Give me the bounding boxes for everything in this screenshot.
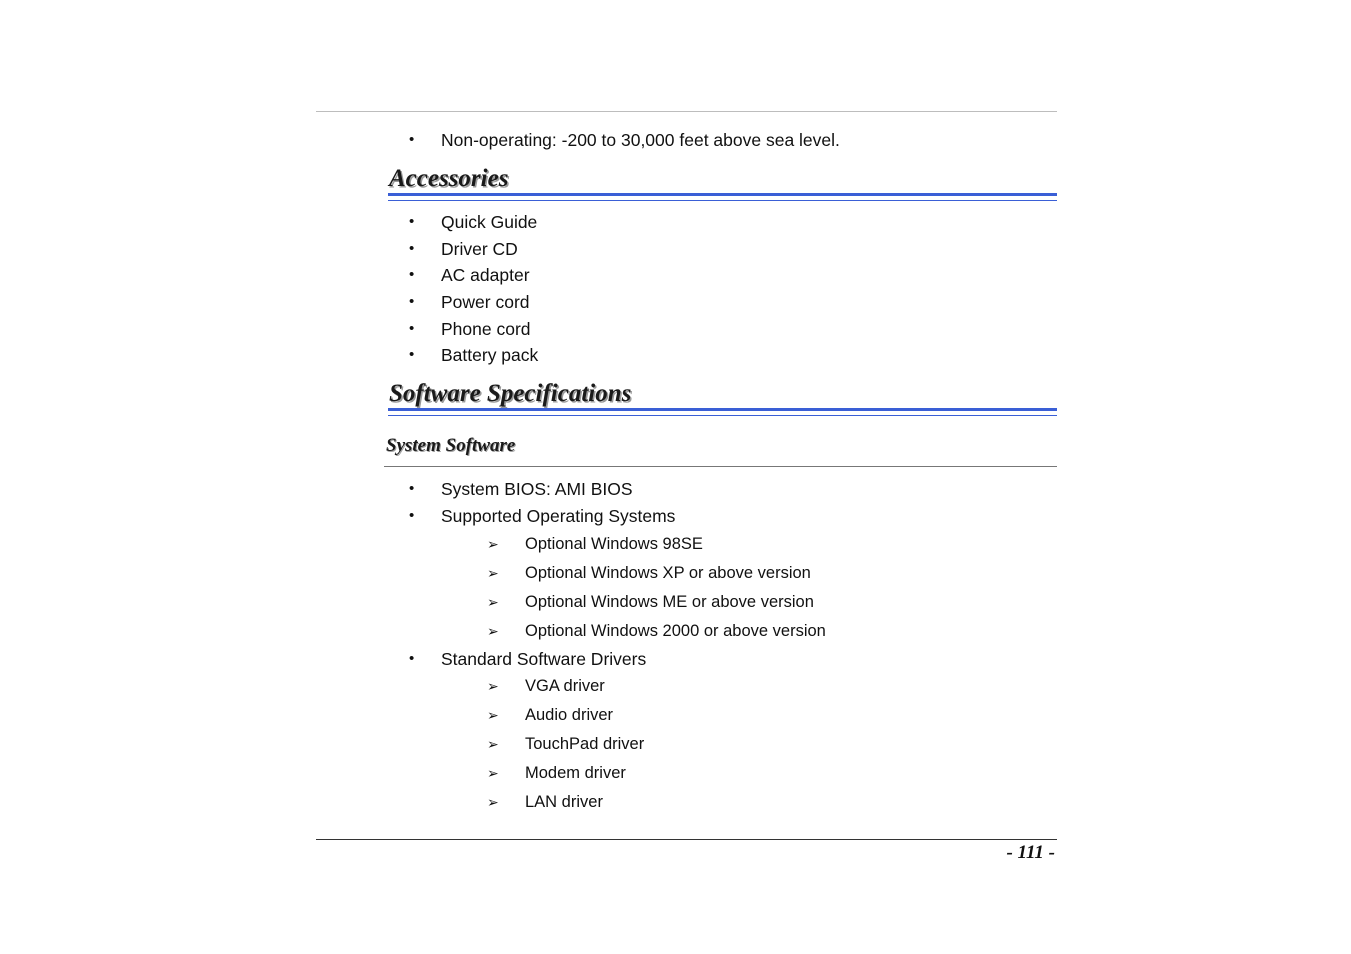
list-item xyxy=(409,319,1049,339)
subsection-heading-rule xyxy=(384,466,1057,467)
list-item-text: Phone cord xyxy=(441,319,531,339)
arrow-bullet-icon: ➢ xyxy=(487,536,499,552)
bullet-icon: • xyxy=(409,240,415,257)
sub-list-item xyxy=(487,705,1047,725)
section-heading-accessories: Accessories xyxy=(389,165,509,192)
list-item-text: Battery pack xyxy=(441,345,539,365)
list-item-text: Non-operating: -200 to 30,000 feet above sea level. xyxy=(441,130,840,150)
list-item-text: Quick Guide xyxy=(441,212,538,232)
sub-list-item xyxy=(487,592,1047,612)
bullet-icon: • xyxy=(409,266,415,283)
arrow-bullet-icon: ➢ xyxy=(487,565,499,581)
header-rule xyxy=(316,111,1057,112)
bullet-icon: • xyxy=(409,507,415,524)
list-item xyxy=(409,649,1049,669)
sub-list-item-text: Optional Windows XP or above version xyxy=(525,564,811,582)
page-number: - 111 - xyxy=(1006,842,1055,863)
list-item-text: Driver CD xyxy=(441,239,518,259)
section-heading-rule xyxy=(388,193,1057,201)
list-item xyxy=(409,239,1049,259)
sub-list-item-text: Optional Windows 2000 or above version xyxy=(525,622,826,640)
sub-list-item xyxy=(487,621,1047,641)
list-item xyxy=(409,212,1049,232)
sub-list-item-text: TouchPad driver xyxy=(525,735,645,753)
sub-list-item-text: Audio driver xyxy=(525,706,614,724)
list-item-text: Standard Software Drivers xyxy=(441,649,647,669)
bullet-icon: • xyxy=(409,320,415,337)
sub-list-item-text: Optional Windows 98SE xyxy=(525,535,703,553)
list-item-text: System BIOS: AMI BIOS xyxy=(441,479,633,499)
sub-list-item-text: LAN driver xyxy=(525,793,603,811)
list-item xyxy=(409,345,1049,365)
section-heading-software-specifications: Software Specifications xyxy=(389,380,632,407)
sub-list-item xyxy=(487,563,1047,583)
bullet-icon: • xyxy=(409,650,415,667)
footer-rule xyxy=(316,839,1057,840)
bullet-icon: • xyxy=(409,346,415,363)
subsection-heading-system-software: System Software xyxy=(386,435,516,456)
list-item xyxy=(409,130,1049,150)
list-item xyxy=(409,292,1049,312)
arrow-bullet-icon: ➢ xyxy=(487,736,499,752)
bullet-icon: • xyxy=(409,131,415,148)
bullet-icon: • xyxy=(409,293,415,310)
section-heading-rule xyxy=(388,408,1057,416)
list-item xyxy=(409,506,1049,526)
sub-list-item-text: Optional Windows ME or above version xyxy=(525,593,814,611)
arrow-bullet-icon: ➢ xyxy=(487,623,499,639)
arrow-bullet-icon: ➢ xyxy=(487,794,499,810)
list-item xyxy=(409,265,1049,285)
arrow-bullet-icon: ➢ xyxy=(487,707,499,723)
bullet-icon: • xyxy=(409,480,415,497)
list-item-text: Power cord xyxy=(441,292,530,312)
list-item-text: AC adapter xyxy=(441,265,530,285)
arrow-bullet-icon: ➢ xyxy=(487,765,499,781)
list-item xyxy=(409,479,1049,499)
sub-list-item xyxy=(487,734,1047,754)
list-item-text: Supported Operating Systems xyxy=(441,506,676,526)
sub-list-item-text: Modem driver xyxy=(525,764,626,782)
bullet-icon: • xyxy=(409,213,415,230)
arrow-bullet-icon: ➢ xyxy=(487,594,499,610)
arrow-bullet-icon: ➢ xyxy=(487,678,499,694)
sub-list-item-text: VGA driver xyxy=(525,677,605,695)
sub-list-item xyxy=(487,534,1047,554)
sub-list-item xyxy=(487,763,1047,783)
sub-list-item xyxy=(487,676,1047,696)
sub-list-item xyxy=(487,792,1047,812)
